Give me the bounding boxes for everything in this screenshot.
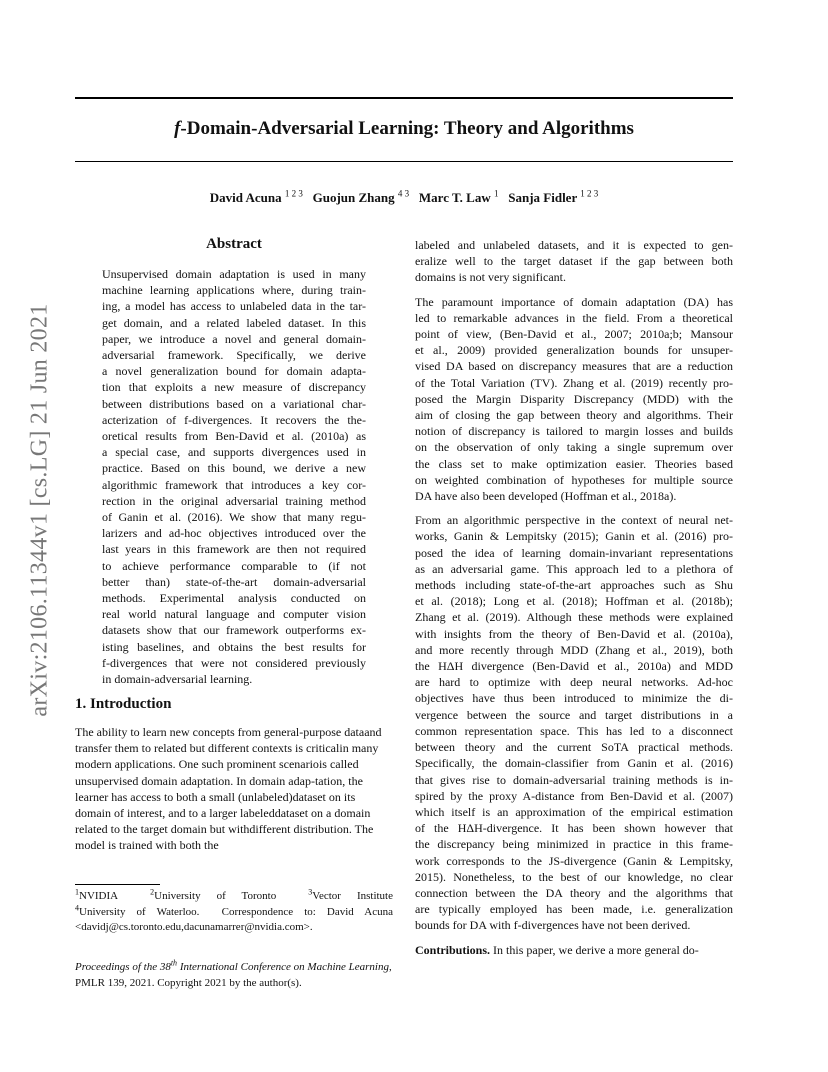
abstract-line: f-divergences that were not considered previously [102, 655, 366, 670]
body-line: aim of closing the gap between theory and algorithms. Their [415, 408, 733, 423]
body-line: From an algorithmic perspective in the context of neural net- [415, 513, 733, 528]
body-line: methods including state-of-the-art approaches such as Shu [415, 578, 733, 593]
abstract-line: get domain, and a related labeled dataset. In this [102, 315, 366, 330]
abstract-line: rection in the original adversarial training method [102, 493, 366, 508]
intro-line: tation, the learner has access to both a small (unlabeled) [75, 773, 363, 804]
abstract-line: a novel generalization bound for domain adapta- [102, 364, 366, 379]
body-line: Specifically, the domain-classifier from Ganin et al. (2016) [415, 756, 733, 771]
body-line: on the observation of only taking a single supremum over [415, 440, 733, 455]
author-affiliation: 1 2 3 [284, 188, 303, 199]
introduction-body [75, 724, 393, 854]
abstract-body [102, 266, 366, 687]
body-line: the discrepancy being minimized in practice in this frame- [415, 837, 733, 852]
intro-line: dataset on a domain related to the target domain but with [75, 806, 371, 837]
top-rule [75, 97, 733, 99]
author-name: Sanja Fidler [508, 190, 577, 205]
abstract-line: datasets show that our framework outperforms ex- [102, 623, 366, 638]
intro-line: is called unsupervised domain adaptation. In domain adap- [75, 757, 359, 788]
body-line: as an adversarial game. This approach led to a plethora of [415, 561, 733, 576]
abstract-heading: Abstract [206, 236, 262, 252]
body-line: the HΔH divergence (Ben-David et al., 2010a) and MDD [415, 659, 733, 674]
body-line: 2015). Nonetheless, to the best of our knowledge, no clear [415, 869, 733, 884]
author-name: David Acuna [209, 190, 282, 205]
footnote-affiliations: $^1$NVIDIA $^2$University of Toronto $^3$Vector Institute [75, 887, 394, 902]
right-column [415, 237, 733, 966]
paragraph [415, 512, 733, 933]
body-line: et al. (2018); Long et al. (2018); Hoffman et al. (2018b); [415, 594, 733, 609]
abstract-line: methods. Experimental analysis conducted on [102, 591, 366, 606]
intro-line: dataset on its domain of interest, and to a larger labeled [75, 789, 356, 821]
arxiv-stamp [20, 260, 60, 760]
abstract-line: to achieve performance comparable to (if not [102, 558, 366, 573]
abstract-line: larizers and ad-hoc objectives introduced over the [102, 526, 366, 541]
intro-line: different distribution. The model is trained with both the [75, 822, 374, 853]
body-line: on weighted combination of hypotheses for multiple source [415, 472, 733, 487]
body-line: spired by the proxy A-distance from Ben-David et al. (2007) [415, 788, 733, 803]
abstract-line: in domain-adversarial learning. [102, 672, 253, 687]
body-line: are typically employed has been made, i.e. generalization [415, 902, 733, 917]
abstract-line: a special case, and supports divergences used in [102, 445, 366, 460]
title-bottom-rule [75, 161, 733, 162]
body-line: notion of discrepancy is tailored to margin losses and builds [415, 424, 733, 439]
footnote-email: <davidj@cs.toronto.edu,dacunamarrer@nvidia.com>. [75, 921, 313, 933]
body-line: point of view, (Ben-David et al., 2007; 2010a;b; Mansour [415, 327, 733, 342]
body-line: domains is not very significant. [415, 270, 566, 285]
body-line: of the HΔH-divergence. It has been shown however that [415, 821, 733, 836]
intro-line: and transfer them to related but different contexts is critical [75, 725, 382, 756]
body-line: eralize well to the target dataset if the gap between both [415, 254, 733, 269]
abstract-line: Unsupervised domain adaptation is used in many [102, 267, 366, 281]
body-line: and more recently through MDD (Zhang et al., 2019), both [415, 642, 733, 657]
body-line: which itself is an approximation of the empirical estimation [415, 804, 733, 819]
abstract-line: acterization of f-divergences. It recovers the the- [102, 412, 366, 427]
section-heading-introduction: 1. Introduction [75, 696, 172, 712]
footnote [75, 889, 393, 936]
paragraph-contributions [415, 942, 733, 958]
intro-line: The ability to learn new concepts from general-purpose data [75, 725, 365, 739]
author-name: Marc T. Law [418, 190, 491, 205]
abstract-line: isting baselines, and obtains the best results for [102, 639, 366, 654]
author-list [75, 190, 733, 206]
paragraph [415, 294, 733, 505]
body-line: The paramount importance of domain adaptation (DA) has [415, 294, 733, 309]
title-f-symbol: f [174, 118, 181, 139]
proceedings-note [75, 960, 393, 991]
body-line: posed the idea of learning domain-invariant representations [415, 545, 733, 560]
abstract-line: between distributions based on a variational char- [102, 396, 366, 411]
body-line: that gives rise to domain-adversarial training methods is in- [415, 772, 733, 787]
body-line: work corresponds to the JS-divergence (Ganin & Lempitsky, [415, 853, 733, 868]
body-line: led to remarkable advances in the field. From a theoretical [415, 310, 733, 325]
body-line: with insights from the theory of Ben-David et al. (2010a), [415, 626, 733, 641]
paragraph [415, 237, 733, 286]
body-line: the class set to make optimization easier. Theories based [415, 456, 733, 471]
abstract-line: tion that exploits a new measure of discrepancy [102, 380, 366, 395]
author-affiliation: 1 [494, 188, 499, 199]
footnote-rule [75, 884, 160, 885]
abstract-line: algorithmic framework that introduces a key cor- [102, 477, 366, 492]
body-line: labeled and unlabeled datasets, and it is expected to gen- [415, 238, 733, 252]
abstract-line: paper, we introduce a novel and general domain- [102, 331, 366, 346]
abstract-line: adversarial framework. Specifically, we derive [102, 348, 366, 363]
body-line: common representation space. This has led to a disconnect [415, 723, 733, 738]
body-line: between theory and the current SoTA practical methods. [415, 740, 733, 755]
body-line: DA have also been developed (Hoffman et al., 2018a). [415, 489, 677, 504]
abstract-line: ing, a model has access to unlabeled data in the tar- [102, 299, 366, 314]
author-name: Guojun Zhang [312, 190, 395, 205]
title-text: -Domain-Adversarial Learning: Theory and Algorithms [180, 118, 634, 139]
proceedings-line-2: Learning, PMLR 139, 2021. Copyright 2021 by the author(s). [75, 961, 392, 989]
abstract-line: last years in this framework are then not required [102, 542, 366, 557]
body-line: objectives have thus been introduced to minimize the di- [415, 691, 733, 706]
abstract-line: better than) state-of-the-art domain-adversarial [102, 574, 366, 589]
abstract-line: machine learning applications where, during train- [102, 283, 366, 298]
body-line: Zhang et al. (2019). Although these methods were explained [415, 610, 733, 625]
body-line: bounds for DA with f-divergences have not been derived. [415, 918, 691, 933]
body-line: are hard to optimize with deep neural networks. Ad-hoc [415, 675, 733, 690]
author-affiliation: 4 3 [397, 188, 410, 199]
abstract-line: real world natural language and computer vision [102, 607, 366, 622]
body-line: of the Total Variation (TV). Zhang et al. (2019) recently pro- [415, 375, 733, 390]
body-line: works, Ganin & Lempitsky (2015); Ganin et al. (2016) pro- [415, 529, 733, 544]
abstract-line: practice. Based on this bound, we derive a new [102, 461, 366, 476]
footnote-correspondence: $^4$University of Waterloo. Correspondence to: David Acuna [75, 902, 393, 918]
arxiv-stamp-text: arXiv:2106.11344v1 [cs.LG] 21 Jun 2021 [26, 303, 53, 717]
body-line: vergence between the source and target distributions in a [415, 707, 733, 722]
contributions-text: In this paper, we derive a more general do- [490, 942, 699, 957]
paper-title [75, 118, 733, 140]
contributions-label: Contributions. [415, 942, 491, 957]
body-line: posed the Margin Disparity Discrepancy (MDD) with the [415, 391, 733, 406]
author-affiliation: 1 2 3 [580, 188, 599, 199]
intro-line: in many modern applications. One such prominent scenario [75, 741, 379, 772]
abstract-line: oretical results from Ben-David et al. (2010a) as [102, 429, 366, 444]
body-line: vised DA based on discrepancy measures that are a reduction [415, 359, 733, 374]
body-line: connection between the DA theory and the algorithms that [415, 885, 733, 900]
body-line: et al., 2009) provided generalization bounds for unsuper- [415, 343, 733, 358]
proceedings-line-1: Proceedings of the 38th International Conference on Machine [75, 958, 346, 973]
abstract-line: of Ganin et al. (2016). We show that many regu- [102, 510, 366, 525]
